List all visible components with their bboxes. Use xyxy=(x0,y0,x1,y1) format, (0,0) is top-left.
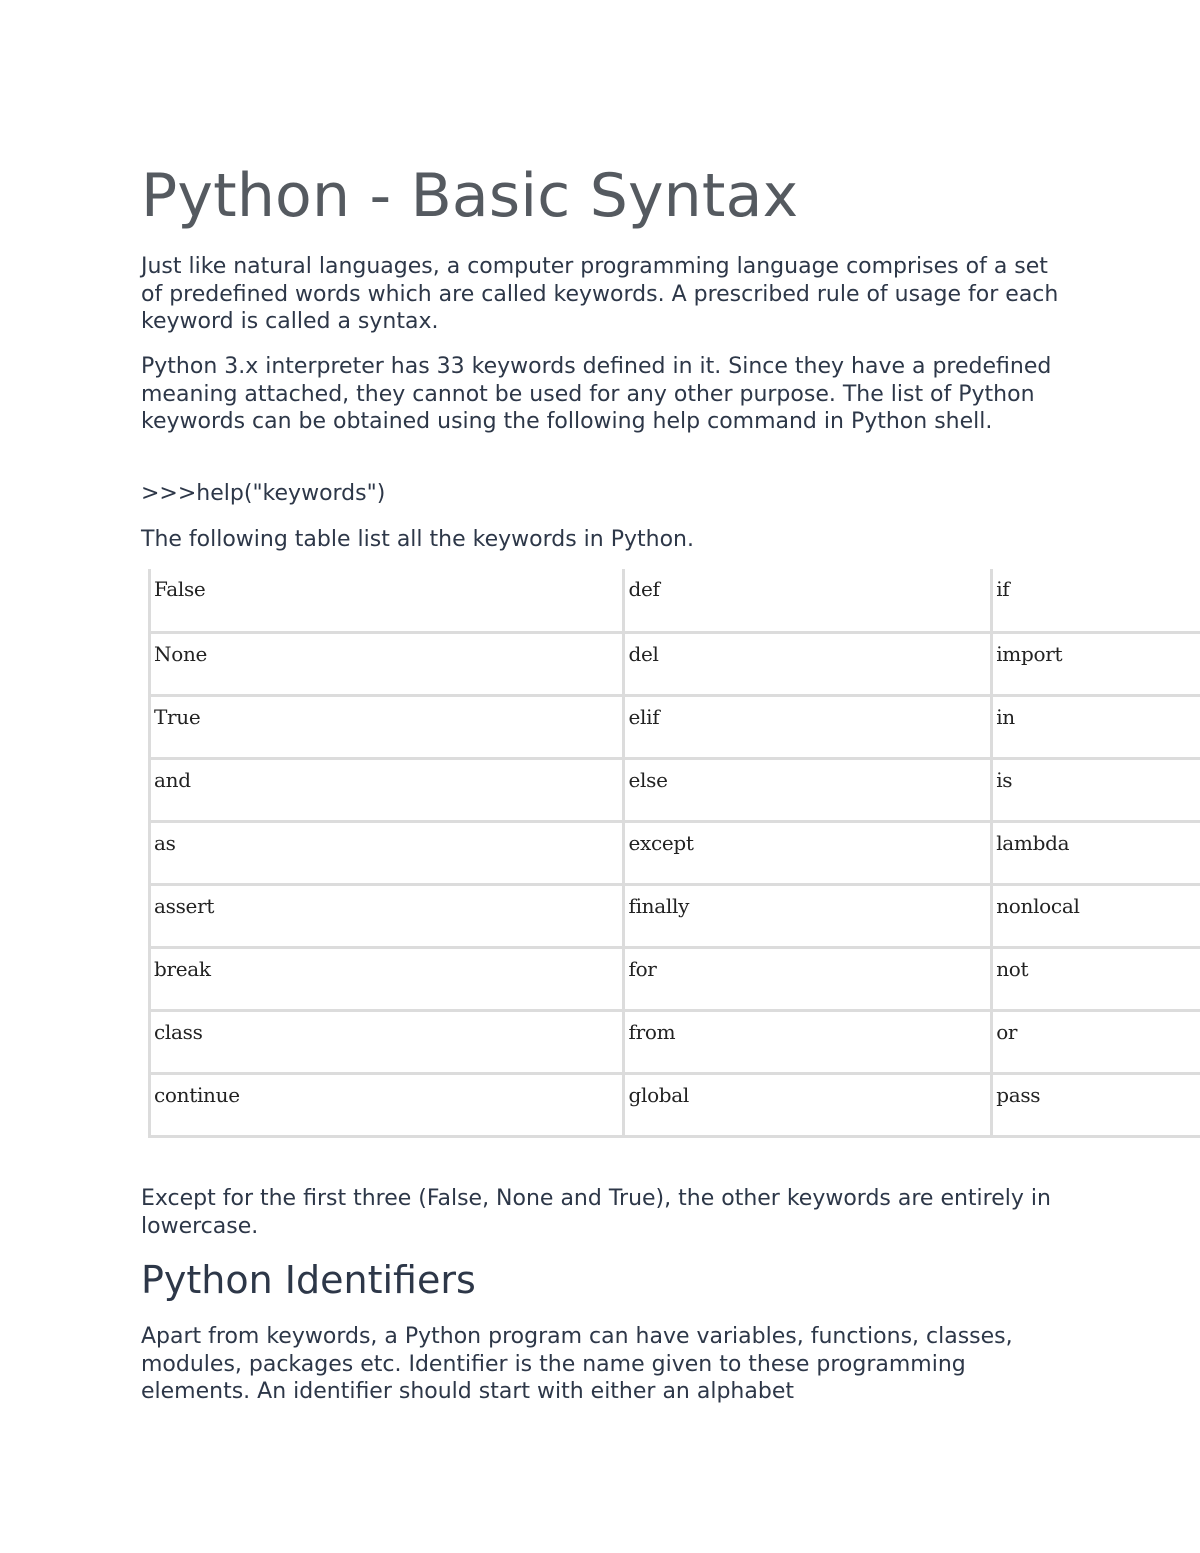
keyword-cell: except xyxy=(624,821,992,884)
keyword-cell: continue xyxy=(150,1073,624,1136)
keyword-cell: nonlocal xyxy=(992,884,1200,947)
keyword-cell: class xyxy=(150,1010,624,1073)
keyword-cell: def xyxy=(624,569,992,632)
keyword-cell: global xyxy=(624,1073,992,1136)
identifiers-heading: Python Identifiers xyxy=(141,1258,476,1302)
keyword-cell: if xyxy=(992,569,1200,632)
keyword-cell: break xyxy=(150,947,624,1010)
help-command: >>>help("keywords") xyxy=(141,481,386,506)
keyword-cell: pass xyxy=(992,1073,1200,1136)
table-row xyxy=(150,632,1200,695)
keyword-cell: elif xyxy=(624,695,992,758)
identifiers-paragraph: Apart from keywords, a Python program can have variables, functions, classes, modules, packages etc. Identifier is the name given to these programming elements. An identifier should start with either an alphabet xyxy=(141,1324,1013,1404)
keyword-cell: else xyxy=(624,758,992,821)
interpreter-paragraph: Python 3.x interpreter has 33 keywords defined in it. Since they have a predefined meaning attached, they cannot be used for any other purpose. The list of Python keywords can be obtained using the following help command in Python shell. xyxy=(141,354,1052,434)
keyword-cell: finally xyxy=(624,884,992,947)
keyword-cell: in xyxy=(992,695,1200,758)
table-row xyxy=(150,1073,1200,1136)
keyword-cell: as xyxy=(150,821,624,884)
table-row xyxy=(150,821,1200,884)
keywords-table xyxy=(148,569,1200,1138)
table-row xyxy=(150,1010,1200,1073)
keyword-cell: True xyxy=(150,695,624,758)
table-row xyxy=(150,569,1200,632)
table-row xyxy=(150,758,1200,821)
intro-paragraph: Just like natural languages, a computer programming language comprises of a set of predefined words which are called keywords. A prescribed rule of usage for each keyword is called a syntax. xyxy=(141,254,1059,334)
keyword-cell: None xyxy=(150,632,624,695)
table-intro-paragraph: The following table list all the keywords in Python. xyxy=(141,527,694,552)
keyword-cell: for xyxy=(624,947,992,1010)
table-row xyxy=(150,695,1200,758)
keyword-cell: from xyxy=(624,1010,992,1073)
keyword-cell: del xyxy=(624,632,992,695)
table-row xyxy=(150,947,1200,1010)
keyword-cell: is xyxy=(992,758,1200,821)
table-row xyxy=(150,884,1200,947)
lowercase-note-paragraph: Except for the first three (False, None and True), the other keywords are entirely in lowercase. xyxy=(141,1186,1051,1239)
keyword-cell: and xyxy=(150,758,624,821)
keyword-cell: import xyxy=(992,632,1200,695)
keyword-cell: not xyxy=(992,947,1200,1010)
keyword-cell: assert xyxy=(150,884,624,947)
keyword-cell: or xyxy=(992,1010,1200,1073)
page-title: Python - Basic Syntax xyxy=(141,161,799,231)
keyword-cell: lambda xyxy=(992,821,1200,884)
keyword-cell: False xyxy=(150,569,624,632)
